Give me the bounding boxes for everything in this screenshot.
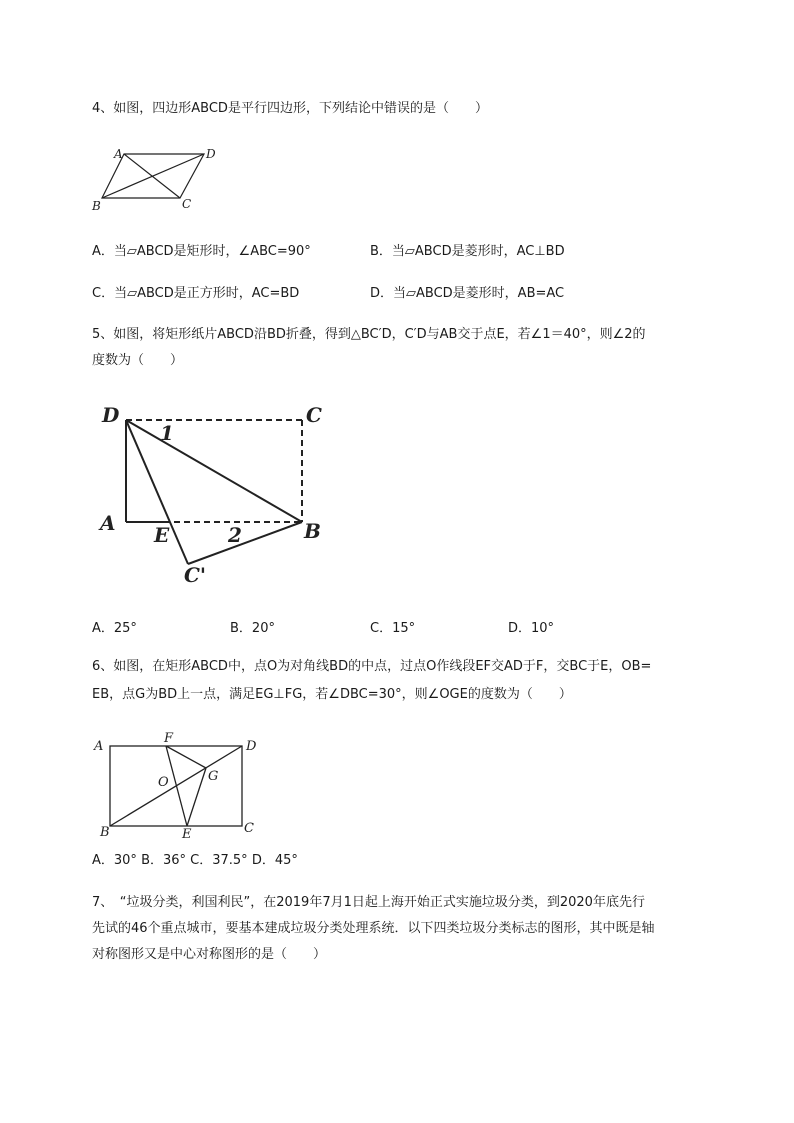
q5-option-d: D．10°	[508, 621, 555, 636]
q5-label-e: E	[154, 523, 170, 547]
q6-label-b: B	[100, 825, 110, 840]
q6-segment-fg	[166, 746, 206, 768]
q4-label-a: A	[114, 147, 123, 161]
q4-label-d: D	[206, 147, 216, 161]
q4-option-a: A．当▱ABCD是矩形时，∠ABC=90°	[92, 244, 311, 259]
q4-option-c: C．当▱ABCD是正方形时，AC=BD	[92, 286, 300, 301]
q5-option-c: C．15°	[370, 621, 416, 636]
q5-angle-2-label: 2	[228, 523, 242, 547]
q6-label-g: G	[208, 769, 219, 784]
q4-label-b: B	[92, 199, 101, 213]
q4-stem: 4、如图，四边形ABCD是平行四边形，下列结论中错误的是（ ）	[92, 101, 488, 116]
q4-label-c: C	[182, 197, 192, 211]
q7-stem-line3: 对称图形又是中心对称图形的是（ ）	[92, 947, 327, 962]
q6-stem-line2: EB，点G为BD上一点，满足EG⊥FG，若∠DBC=30°，则∠OGE的度数为（ ）	[92, 687, 572, 702]
q6-label-a: A	[94, 739, 104, 754]
q4-option-b: B．当▱ABCD是菱形时，AC⊥BD	[370, 244, 565, 259]
q4-option-d: D．当▱ABCD是菱形时，AB=AC	[370, 286, 565, 301]
q6-stem-line1: 6、如图，在矩形ABCD中，点O为对角线BD的中点，过点O作线段EF交AD于F，交BC于E，OB=	[92, 659, 652, 674]
q6-label-f: F	[164, 731, 174, 746]
q5-fold-line-bd	[126, 420, 302, 522]
q5-label-a: A	[100, 511, 116, 535]
q5-label-c-prime: C'	[184, 563, 207, 586]
q6-segment-ef	[166, 746, 187, 826]
q5-label-c: C	[306, 403, 322, 427]
q6-options: A．30° B．36° C．37.5° D．45°	[92, 853, 298, 868]
q5-stem-line2: 度数为（ ）	[92, 353, 184, 368]
q5-stem-line1: 5、如图，将矩形纸片ABCD沿BD折叠，得到△BC′D，C′D与AB交于点E，若∠1＝40°，则∠2的	[92, 327, 646, 342]
q4-parallelogram-figure	[88, 142, 228, 214]
q5-edge-c-prime-b	[188, 522, 302, 564]
q5-label-d: D	[102, 403, 120, 427]
q5-label-b: B	[304, 519, 321, 543]
q5-option-b: B．20°	[230, 621, 275, 636]
q6-segment-eg	[187, 768, 206, 826]
q5-option-a: A．25°	[92, 621, 137, 636]
q6-rectangle-figure	[92, 728, 272, 842]
q7-stem-line2: 先试的46个重点城市，要基本建成垃圾分类处理系统．以下四类垃圾分类标志的图形，其中既是轴	[92, 921, 655, 936]
q5-angle-1-label: 1	[160, 421, 174, 445]
q5-folded-rectangle-figure	[96, 396, 336, 586]
q6-label-e: E	[182, 827, 192, 842]
q6-label-c: C	[244, 821, 254, 836]
q7-stem-line1: 7、 “垃圾分类，利国利民”，在2019年7月1日起上海开始正式实施垃圾分类，到2020年底先行	[92, 895, 645, 910]
q6-label-d: D	[246, 739, 257, 754]
q6-label-o: O	[158, 775, 169, 790]
